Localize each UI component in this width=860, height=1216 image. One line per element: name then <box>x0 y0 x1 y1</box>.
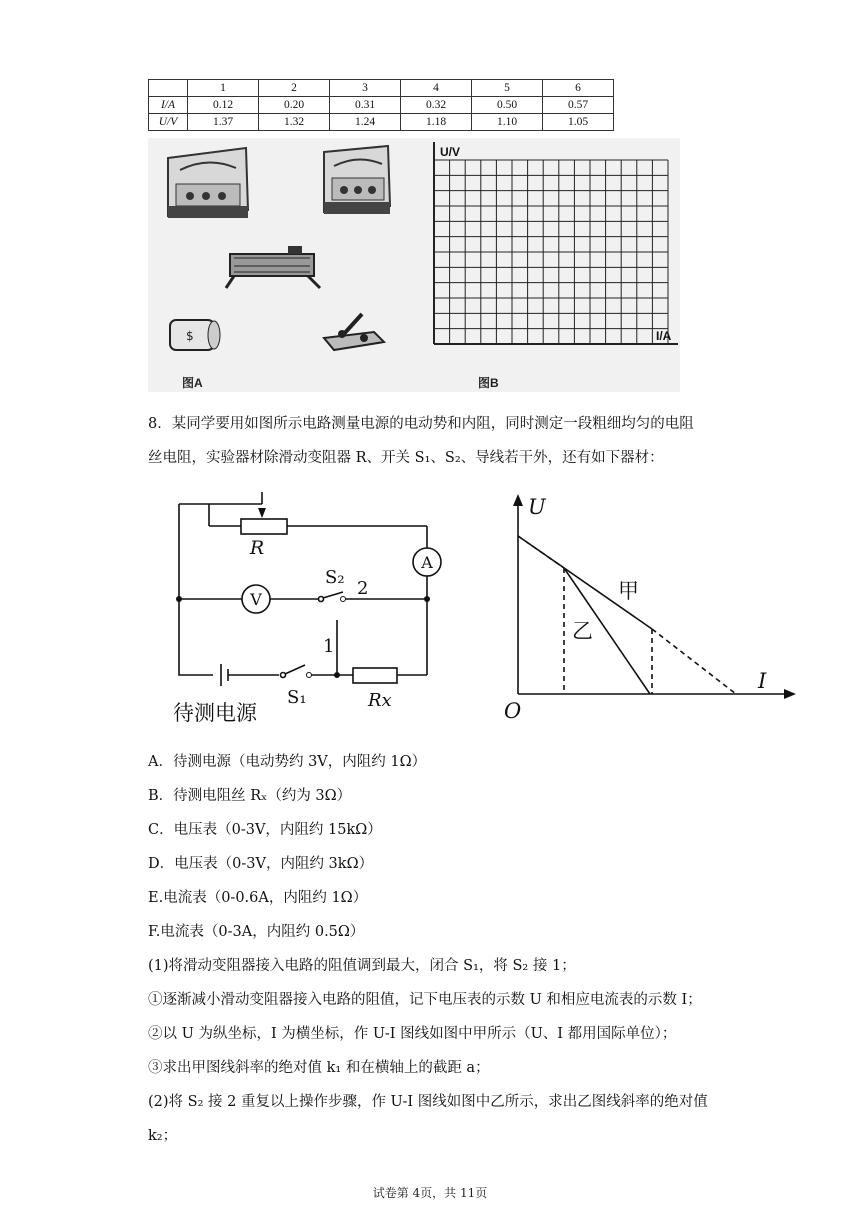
rx-label: Rx <box>368 690 392 711</box>
step-1: (1)将滑动变阻器接入电路的阻值调到最大，闭合 S₁，将 S₂ 接 1； <box>148 958 576 974</box>
step-2: (2)将 S₂ 接 2 重复以上操作步骤，作 U-I 图线如图中乙所示，求出乙图线斜率的绝对值 <box>148 1094 708 1110</box>
table-cell: 0.57 <box>543 97 614 114</box>
caption-b: 图B <box>478 376 499 390</box>
switch-pos-1: 1 <box>323 636 335 657</box>
table-cell: 1.18 <box>401 114 472 131</box>
table-row <box>149 97 614 114</box>
q8-intro-line2: 丝电阻，实验器材除滑动变阻器 R、开关 S₁、S₂、导线若干外，还有如下器材： <box>148 450 664 466</box>
grid-b <box>434 142 678 344</box>
option-b: B．待测电阻丝 Rₓ（约为 3Ω） <box>148 788 352 804</box>
caption-a: 图A <box>182 376 203 390</box>
option-a: A．待测电源（电动势约 3V，内阻约 1Ω） <box>148 754 427 770</box>
table-header-row <box>149 80 614 97</box>
option-d: D．电压表（0-3V，内阻约 3kΩ） <box>148 856 374 872</box>
source-label: 待测电源 <box>173 701 257 725</box>
grid-x-label: I/A <box>656 329 672 343</box>
s1-label: S₁ <box>287 687 307 708</box>
option-e: E.电流表（0-0.6A，内阻约 1Ω） <box>148 890 368 906</box>
table-row <box>149 114 614 131</box>
voltmeter-label: V <box>250 590 262 609</box>
meter-right-icon <box>324 146 390 214</box>
apparatus-figure <box>148 138 680 392</box>
table-header-cell: 3 <box>330 80 401 97</box>
rheostat-icon <box>226 246 320 288</box>
switch-icon <box>324 314 384 350</box>
ui-graph <box>496 488 798 724</box>
meter-left-icon <box>168 148 248 218</box>
table-header-cell: 2 <box>259 80 330 97</box>
table-cell: 0.32 <box>401 97 472 114</box>
table-header-cell: 1 <box>188 80 259 97</box>
graph-origin: O <box>504 699 522 723</box>
step-2-cont: k₂； <box>148 1128 178 1144</box>
battery-icon <box>170 320 220 350</box>
step-1-a: ①逐渐减小滑动变阻器接入电路的阻值，记下电压表的示数 U 和相应电流表的示数 I； <box>148 992 702 1008</box>
step-1-b: ②以 U 为纵坐标，I 为横坐标，作 U-I 图线如图中甲所示（U、I 都用国际单位）； <box>148 1026 677 1042</box>
table-cell: 0.31 <box>330 97 401 114</box>
row-label: U/V <box>149 114 188 131</box>
apparatus-drawing <box>148 138 680 392</box>
table-cell: 1.24 <box>330 114 401 131</box>
table-cell: 1.37 <box>188 114 259 131</box>
circuit-diagram <box>165 488 455 734</box>
table-cell: 1.32 <box>259 114 330 131</box>
label-yi: 乙 <box>572 619 593 643</box>
table-header-cell: 6 <box>543 80 614 97</box>
table-cell: 0.20 <box>259 97 330 114</box>
option-f: F.电流表（0-3A，内阻约 0.5Ω） <box>148 924 365 940</box>
page-footer: 试卷第 4页，共 11页 <box>372 1186 488 1200</box>
row-label: I/A <box>149 97 188 114</box>
step-1-c: ③求出甲图线斜率的绝对值 k₁ 和在横轴上的截距 a； <box>148 1060 490 1076</box>
table-header-cell <box>149 80 188 97</box>
label-jia: 甲 <box>618 579 639 603</box>
circuit-r-label: R <box>249 537 265 559</box>
s2-label: S₂ <box>325 567 345 588</box>
ammeter-label: A <box>421 553 433 572</box>
data-table <box>148 79 614 131</box>
table-header-cell: 5 <box>472 80 543 97</box>
graph-y-label: U <box>528 495 546 519</box>
table-cell: 1.10 <box>472 114 543 131</box>
table-cell: 0.12 <box>188 97 259 114</box>
switch-pos-2: 2 <box>357 578 369 599</box>
table-cell: 1.05 <box>543 114 614 131</box>
option-c: C．电压表（0-3V，内阻约 15kΩ） <box>148 822 382 838</box>
svg-text:$: $ <box>186 329 194 343</box>
table-cell: 0.50 <box>472 97 543 114</box>
grid-y-label: U/V <box>440 145 461 159</box>
table-header-cell: 4 <box>401 80 472 97</box>
q8-intro-line1: 8．某同学要用如图所示电路测量电源的电动势和内阻，同时测定一段粗细均匀的电阻 <box>148 416 694 432</box>
graph-x-label: I <box>758 669 767 693</box>
